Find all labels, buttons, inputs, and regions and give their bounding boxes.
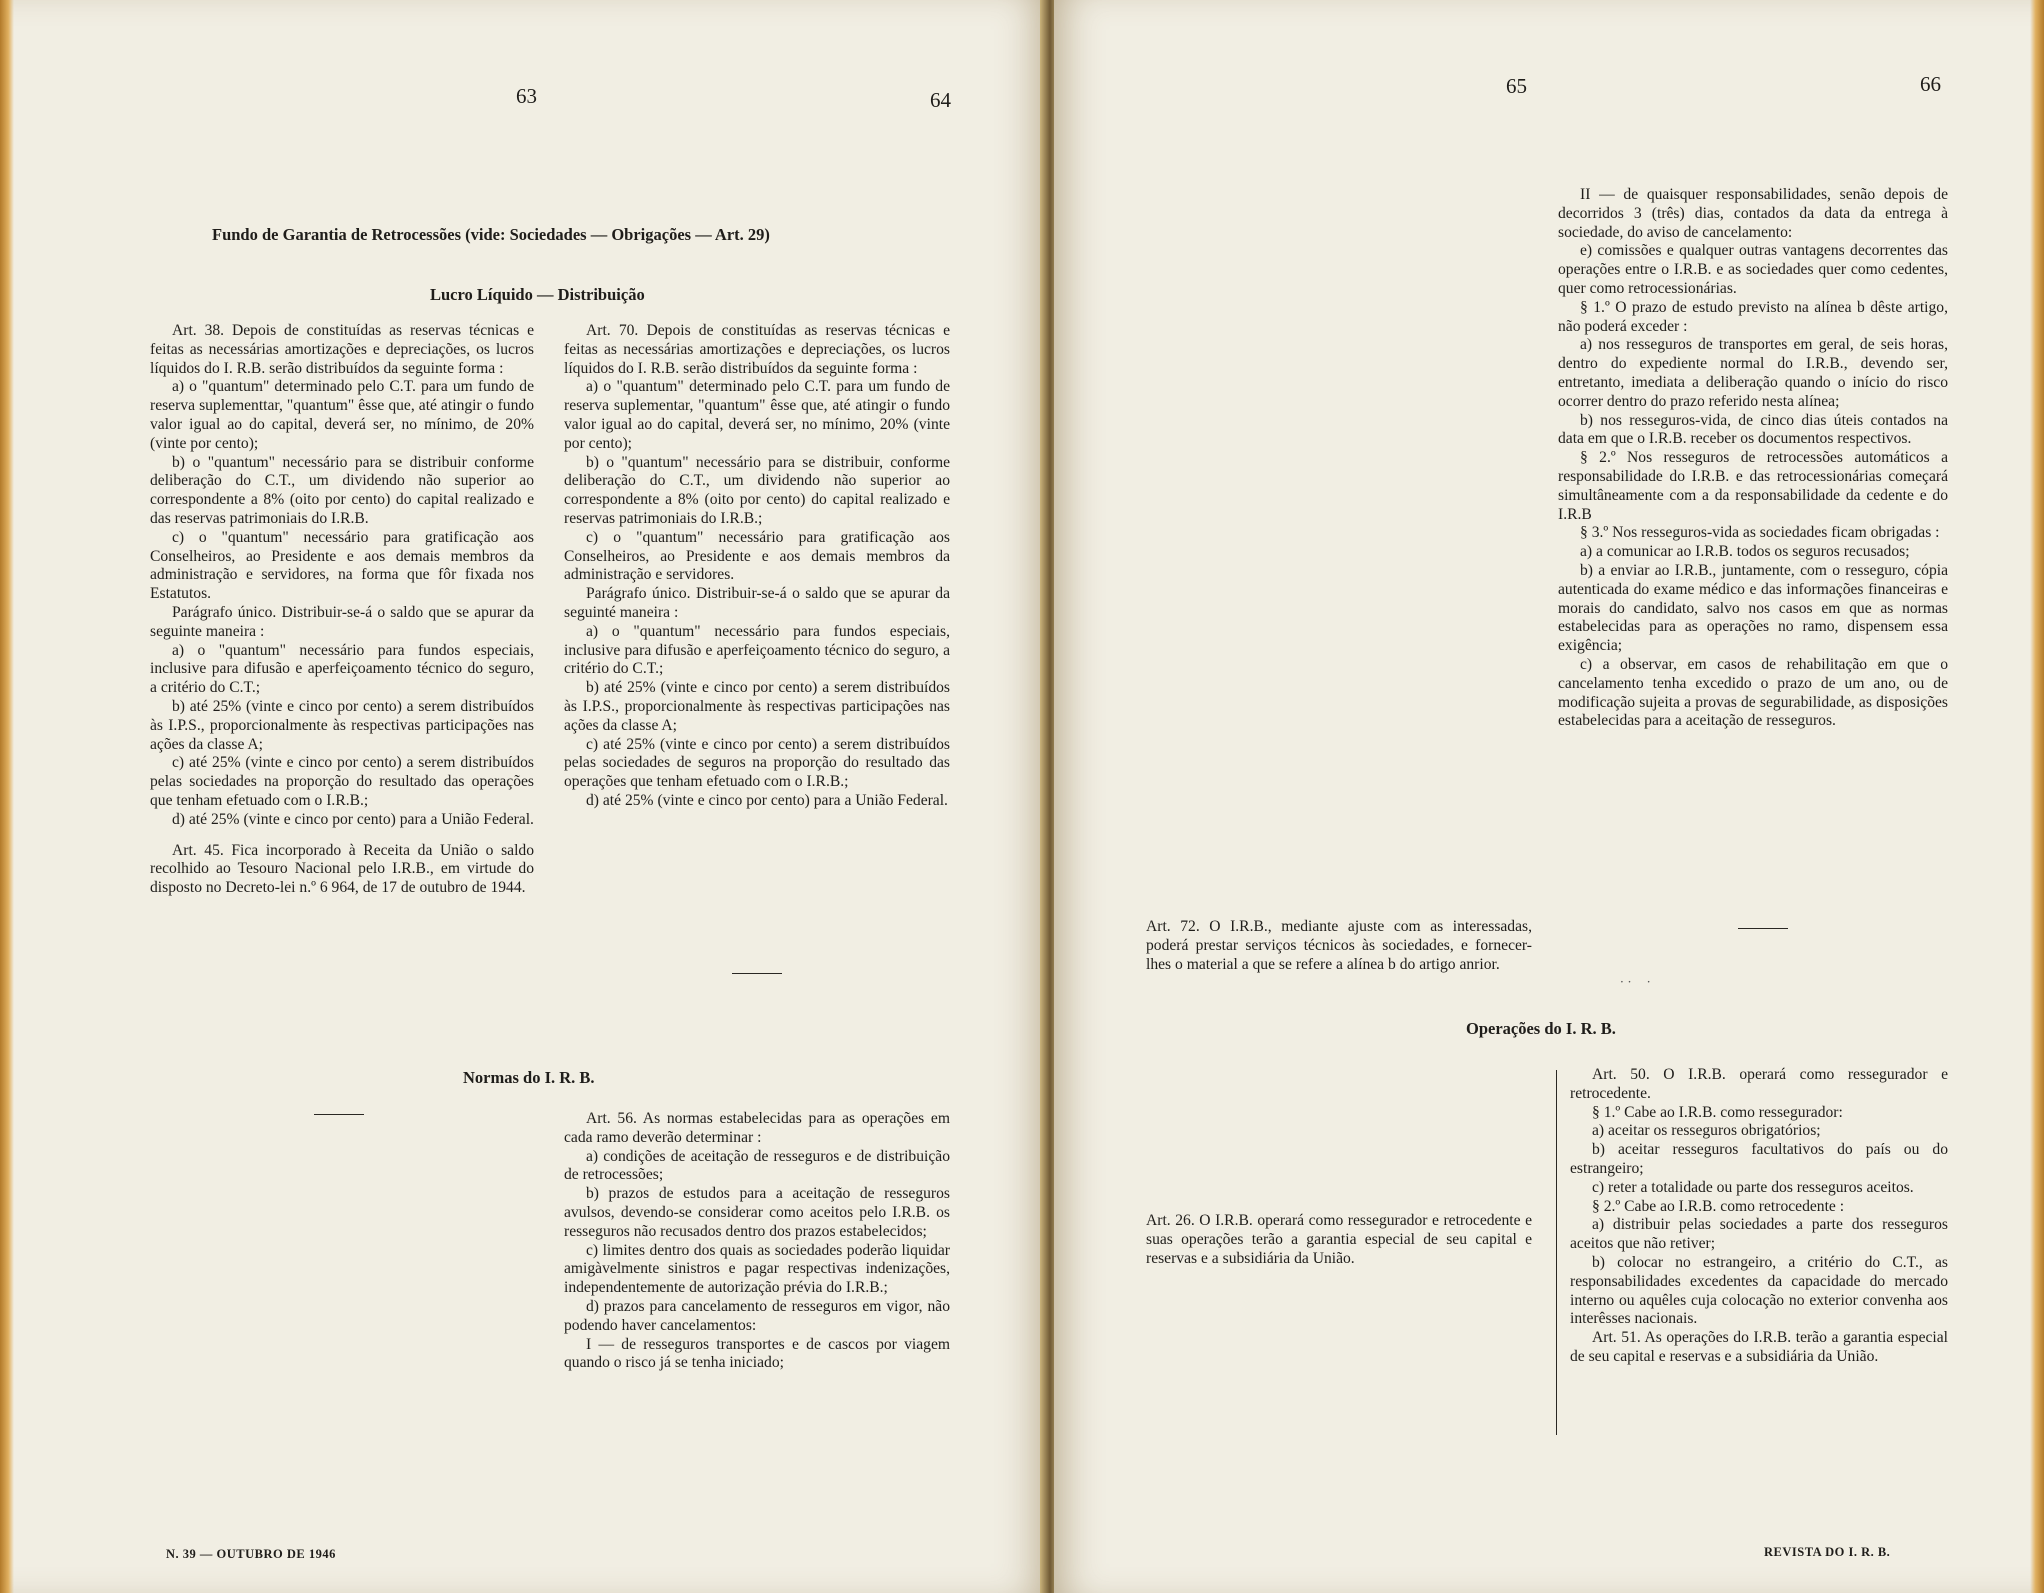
- paragraph: a) o "quantum" determinado pelo C.T. para um fundo de reserva suplementar, "quantum" êsse que, até atingir o fundo valor igual ao do capital, deverá ser, no mínimo, 20% (vinte por cento);: [564, 378, 950, 452]
- paragraph: Art. 56. As normas estabelecidas para as operações em cada ramo deverão determinar :: [564, 1110, 950, 1146]
- paragraph: § 3.º Nos resseguros-vida as sociedades ficam obrigadas :: [1580, 524, 1940, 542]
- footer-issue: N. 39 — OUTUBRO DE 1946: [166, 1547, 336, 1561]
- paragraph: b) o "quantum" necessário para se distribuir conforme deliberação do C.T., um dividendo não superior ao correspondente a 8% (oito por cento) do capital realizado e das reservas patrimoniais do I.R.B.: [150, 453, 534, 527]
- paragraph: Parágrafo único. Distribuir-se-á o saldo que se apurar da seguinté maneira :: [564, 585, 950, 621]
- paragraph: c) limites dentro dos quais as sociedades poderão liquidar amigàvelmente sinistros e pagar respectivas indenizações, independentemente de autorização prévia do I.R.B.;: [564, 1241, 950, 1297]
- page-number-65: 65: [1506, 74, 1527, 98]
- paragraph: b) a enviar ao I.R.B., juntamente, com o resseguro, cópia autenticada do exame médico e das informações financeiras e morais do candidato, salvo nos casos em que as normas estabelecidas para as operações no ramo, dispensem essa exigência;: [1558, 561, 1948, 655]
- paragraph: c) o "quantum" necessário para gratificação aos Conselheiros, ao Presidente e aos demais membros da administração e servidores.: [564, 528, 950, 584]
- paragraph: a) a comunicar ao I.R.B. todos os seguros recusados;: [1580, 543, 1910, 561]
- column-art-70: [564, 322, 950, 811]
- page-number-64: 64: [930, 88, 951, 112]
- heading-normas: Normas do I. R. B.: [463, 1068, 595, 1087]
- print-specks: · · ·: [1620, 975, 1651, 989]
- paragraph: d) até 25% (vinte e cinco por cento) para a União Federal.: [172, 810, 534, 828]
- paragraph: b) nos resseguros-vida, de cinco dias úteis contados na data em que o I.R.B. receber os documentos respectivos.: [1558, 411, 1948, 448]
- column-art-50: [1570, 1066, 1948, 1367]
- margin-bracket: [1556, 1070, 1557, 1435]
- paragraph: a) aceitar os resseguros obrigatórios;: [1592, 1122, 1821, 1140]
- paragraph: b) prazos de estudos para a aceitação de resseguros avulsos, devendo-se considerar como aceitos pelo I.R.B. os resseguros não recusados dentro dos prazos estabelecidos;: [564, 1185, 950, 1240]
- footer-journal: REVISTA DO I. R. B.: [1764, 1545, 1891, 1559]
- paragraph: II — de quaisquer responsabilidades, senão depois de decorridos 3 (três) dias, contados da data da entrega à sociedade, do aviso de cancelamento:: [1558, 186, 1948, 241]
- paragraph: § 2.º Nos resseguros de retrocessões automáticos a responsabilidade do I.R.B. e das retrocessionárias começará simultâneamente com a da responsabilidade da cedente e do I.R.B: [1558, 449, 1948, 523]
- paragraph: d) prazos para cancelamento de resseguros em vigor, não podendo haver cancelamentos:: [564, 1297, 950, 1334]
- divider-rule: [1738, 928, 1788, 929]
- paragraph: Parágrafo único. Distribuir-se-á o saldo que se apurar da seguinte maneira :: [150, 603, 534, 640]
- paragraph: Art. 38. Depois de constituídas as reservas técnicas e feitas as necessárias amortizações e depreciações, os lucros líquidos do I. R.B. serão distribuídos da seguinte forma :: [150, 322, 534, 377]
- paragraph: § 2.º Cabe ao I.R.B. como retrocedente :: [1592, 1197, 1845, 1215]
- paragraph: a) nos resseguros de transportes em geral, de seis horas, dentro do expediente normal do I.R.B., devendo ser, entretanto, imediata a deliberação quando o início do risco ocorrer dentro do prazo referido nesta alínea;: [1558, 336, 1948, 410]
- paragraph: c) até 25% (vinte e cinco por cento) a serem distribuídos pelas sociedades na proporção do resultado das operações que tenham efetuado com o I.R.B.;: [150, 754, 534, 809]
- paragraph: b) até 25% (vinte e cinco por cento) a serem distribuídos às I.P.S., proporcionalmente às respectivas participações nas ações da classe A;: [150, 697, 534, 753]
- paragraph-art-72: Art. 72. O I.R.B., mediante ajuste com as interessadas, poderá prestar serviços técnicos às sociedades, e fornecer-lhes o material a que se refere a alínea b do artigo anrior.: [1146, 918, 1532, 973]
- paragraph: a) o "quantum" determinado pelo C.T. para um fundo de reserva suplementtar, "quantum" êsse que, até atingir o fundo valor igual ao do capital, deverá ser, no mínimo, de 20% (vinte por cento);: [150, 378, 534, 452]
- paragraph-art-45: Art. 45. Fica incorporado à Receita da União o saldo recolhido ao Tesouro Nacional pelo I.R.B., em virtude do disposto no Decreto-lei n.º 6 964, de 17 de outubro de 1944.: [150, 841, 534, 897]
- heading-fundo-garantia: Fundo de Garantia de Retrocessões (vide: Sociedades — Obrigações — Art. 29): [212, 225, 770, 244]
- paragraph: c) reter a totalidade ou parte dos resseguros aceitos.: [1592, 1178, 1914, 1196]
- page-edge-left: [0, 0, 14, 1593]
- paragraph: § 1.º Cabe ao I.R.B. como ressegurador:: [1592, 1103, 1843, 1121]
- heading-operacoes: Operações do I. R. B.: [1466, 1019, 1616, 1038]
- divider-rule: [732, 973, 782, 974]
- paragraph: a) o "quantum" necessário para fundos especiais, inclusive para difusão e aperfeiçoamento técnico do seguro, a critério do C.T.;: [150, 641, 534, 697]
- paragraph: c) a observar, em casos de rehabilitação em que o cancelamento tenha excedido o prazo de um ano, ou de modificação sujeita a provas de segurabilidade, as disposições estabelecidas para a aceitação de resseguros.: [1558, 655, 1948, 730]
- paragraph: e) comissões e qualquer outras vantagens decorrentes das operações entre o I.R.B. e as sociedades quer como cedentes, quer como retrocessionárias.: [1558, 242, 1948, 297]
- paragraph: b) o "quantum" necessário para se distribuir, conforme deliberação do C.T., um dividendo não superior ao correspondente a 8% (oito por cento) do capital realizado e reservas patrimoniais do I.R.B.;: [564, 453, 950, 527]
- paragraph-art-26: Art. 26. O I.R.B. operará como ressegurador e retrocedente e suas operações terão a garantia especial de seu capital e reservas e a subsidiária da União.: [1146, 1212, 1532, 1267]
- paragraph: a) o "quantum" necessário para fundos especiais, inclusive para difusão e aperfeiçoamento técnico do seguro, a critério do C.T.;: [564, 622, 950, 678]
- paragraph: I — de resseguros transportes e de cascos por viagem quando o risco já se tenha iniciado;: [564, 1335, 950, 1372]
- heading-lucro-liquido: Lucro Líquido — Distribuição: [430, 285, 645, 304]
- paragraph: § 1.º O prazo de estudo previsto na alínea b dêste artigo, não poderá exceder :: [1558, 298, 1948, 335]
- column-continuation: [1558, 186, 1948, 731]
- page-number-66: 66: [1920, 72, 1941, 96]
- paragraph: b) colocar no estrangeiro, a critério do C.T., as responsabilidades excedentes da capacidade do mercado interno ou aquêles cuja colocação no exterior convenha aos interêsses nacionais.: [1570, 1253, 1948, 1328]
- paragraph: b) até 25% (vinte e cinco por cento) a serem distribuídos às I.P.S., proporcionalmente às respectivas participações nas ações da classe A;: [564, 679, 950, 734]
- column-art-56: [564, 1110, 950, 1373]
- paragraph: a) condições de aceitação de resseguros e de distribuição de retrocessões;: [564, 1147, 950, 1184]
- paragraph: c) o "quantum" necessário para gratificação aos Conselheiros, ao Presidente e aos demais membros da administração e servidores, na forma que fôr fixada nos Estatutos.: [150, 528, 534, 603]
- page-number-63: 63: [516, 84, 537, 108]
- right-page: [1054, 0, 2044, 1593]
- paragraph: Art. 51. As operações do I.R.B. terão a garantia especial de seu capital e reservas e a subsidiária da União.: [1570, 1329, 1948, 1365]
- paragraph: c) até 25% (vinte e cinco por cento) a serem distribuídos pelas sociedades de seguros na proporção do resultado das operações que tenham efetuado com o I.R.B.;: [564, 735, 950, 791]
- paragraph: Art. 70. Depois de constituídas as reservas técnicas e feitas as necessárias amortizações e depreciações, os lucros líquidos do I. R.B. serão distribuídos da seguinte forma :: [564, 322, 950, 377]
- column-art-38: [150, 322, 534, 898]
- paragraph: Art. 50. O I.R.B. operará como ressegurador e retrocedente.: [1570, 1066, 1948, 1102]
- paragraph: d) até 25% (vinte e cinco por cento) para a União Federal.: [586, 791, 948, 809]
- paragraph: b) aceitar resseguros facultativos do país ou do estrangeiro;: [1570, 1141, 1948, 1177]
- page-edge-right: [2030, 0, 2044, 1593]
- divider-rule: [314, 1114, 364, 1115]
- paragraph: a) distribuir pelas sociedades a parte dos resseguros aceitos que não retiver;: [1570, 1216, 1948, 1253]
